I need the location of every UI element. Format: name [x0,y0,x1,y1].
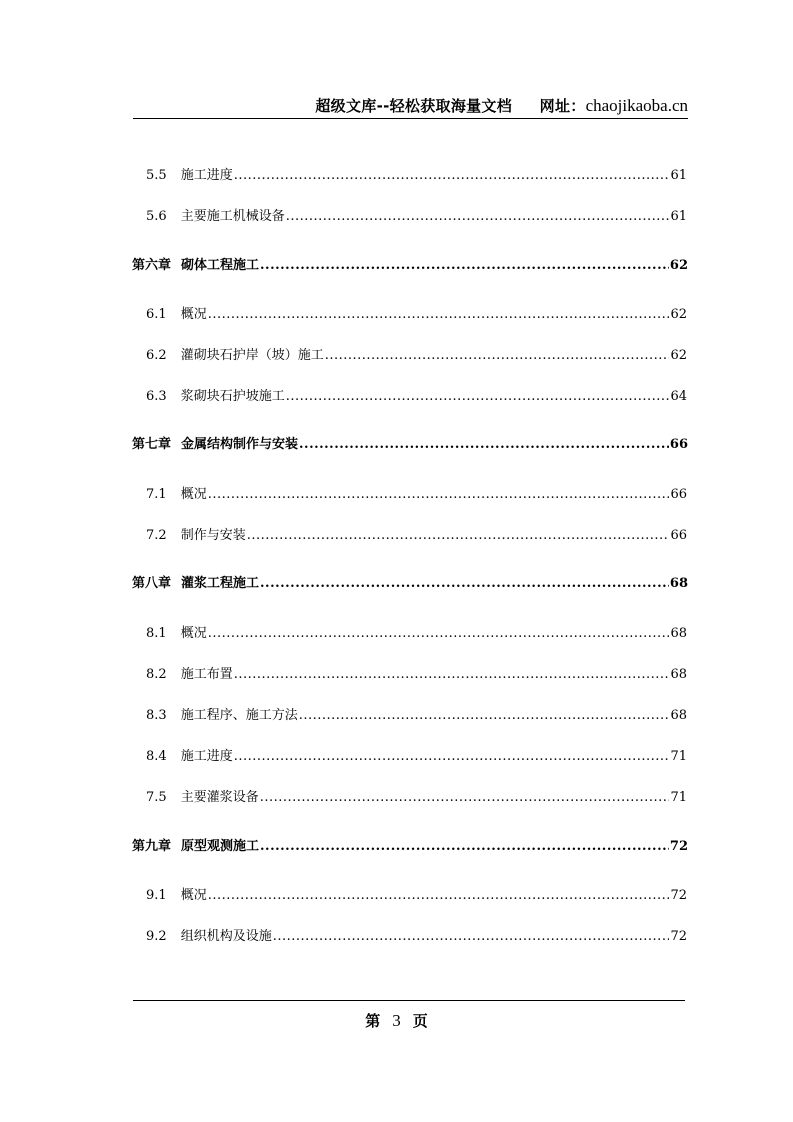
toc-entry-page: 66 [670,528,687,543]
header-url: chaojikaoba.cn [585,96,688,115]
toc-entry-page: 71 [670,790,687,805]
toc-entry-title: 组织机构及设施 [180,929,272,944]
toc-entry-title: 施工进度 [180,749,233,764]
header-site-text: 超级文库--轻松获取海量文档 [315,97,513,115]
toc-leader-dots [260,258,669,273]
toc-entry-number: 8.4 [146,749,167,764]
toc-entry[interactable] [146,745,687,764]
toc-leader-dots [247,528,670,543]
toc-leader-dots [208,487,670,502]
toc-entry-page: 66 [670,487,687,502]
toc-chapter-page: 66 [669,437,688,452]
toc-entry-number: 7.5 [146,790,167,805]
toc-chapter-number: 第六章 [132,258,172,273]
footer-page-number: 3 [392,1011,401,1030]
toc-entry-page: 62 [670,307,687,322]
footer-prefix: 第 [365,1012,381,1030]
toc-entry-title: 概况 [180,487,207,502]
toc-entry[interactable] [146,524,687,543]
toc-entry[interactable] [146,483,687,502]
toc-entry-number: 8.2 [146,667,167,682]
toc-entry-page: 62 [670,348,687,363]
toc-entry[interactable] [146,704,687,723]
toc-entry-title: 施工进度 [180,168,233,183]
page-footer [0,1010,793,1031]
toc-chapter-title: 原型观测施工 [181,839,260,854]
toc-leader-dots [234,667,670,682]
toc-entry[interactable] [146,205,687,224]
toc-leader-dots [208,307,670,322]
toc-leader-dots [299,708,670,723]
toc-chapter-title: 灌浆工程施工 [181,576,260,591]
toc-entry[interactable] [146,344,687,363]
footer-divider [133,1000,685,1001]
toc-entry-page: 68 [670,667,687,682]
toc-leader-dots [208,626,670,641]
toc-entry[interactable] [146,884,687,903]
toc-chapter-entry[interactable] [132,433,688,452]
toc-entry-number: 6.2 [146,348,167,363]
toc-leader-dots [208,888,670,903]
toc-entry[interactable] [146,164,687,183]
toc-entry-title: 概况 [180,626,207,641]
toc-entry-page: 68 [670,708,687,723]
page-header [133,92,688,119]
toc-chapter-entry[interactable] [132,572,688,591]
toc-leader-dots [260,576,669,591]
toc-entry-number: 5.6 [146,209,167,224]
toc-entry-title: 制作与安装 [180,528,246,543]
toc-leader-dots [286,389,670,404]
toc-leader-dots [299,437,669,452]
toc-entry-number: 7.1 [146,487,167,502]
toc-entry-title: 概况 [180,307,207,322]
toc-entry-title: 主要施工机械设备 [180,209,285,224]
toc-chapter-title: 金属结构制作与安装 [181,437,299,452]
toc-entry-page: 61 [670,168,687,183]
toc-entry-title: 主要灌浆设备 [180,790,259,805]
toc-entry-page: 72 [670,929,687,944]
toc-entry[interactable] [146,385,687,404]
toc-entry-number: 9.2 [146,929,167,944]
toc-entry-page: 64 [670,389,687,404]
toc-chapter-page: 72 [669,839,688,854]
toc-leader-dots [260,839,669,854]
toc-entry-title: 概况 [180,888,207,903]
toc-entry-number: 7.2 [146,528,167,543]
toc-leader-dots [234,168,670,183]
toc-leader-dots [273,929,670,944]
toc-leader-dots [286,209,670,224]
toc-entry-number: 5.5 [146,168,167,183]
toc-chapter-entry[interactable] [132,254,688,273]
toc-entry-title: 施工程序、施工方法 [180,708,298,723]
toc-chapter-entry[interactable] [132,835,688,854]
toc-leader-dots [260,790,670,805]
toc-entry[interactable] [146,663,687,682]
toc-chapter-number: 第八章 [132,576,172,591]
toc-chapter-page: 68 [669,576,688,591]
toc-entry[interactable] [146,303,687,322]
toc-chapter-title: 砌体工程施工 [181,258,260,273]
footer-suffix: 页 [412,1012,428,1030]
toc-entry[interactable] [146,622,687,641]
toc-entry-number: 6.1 [146,307,167,322]
toc-entry-number: 6.3 [146,389,167,404]
toc-leader-dots [234,749,670,764]
toc-entry-page: 71 [670,749,687,764]
header-text [315,95,688,116]
toc-chapter-page: 62 [669,258,688,273]
toc-entry-title: 浆砌块石护坡施工 [180,389,285,404]
toc-chapter-number: 第九章 [132,839,172,854]
toc-entry-number: 8.3 [146,708,167,723]
toc-entry-page: 61 [670,209,687,224]
toc-entry-title: 施工布置 [180,667,233,682]
toc-entry-page: 72 [670,888,687,903]
toc-leader-dots [325,348,670,363]
toc-chapter-number: 第七章 [132,437,172,452]
toc-entry[interactable] [146,786,687,805]
toc-entry-number: 8.1 [146,626,167,641]
header-url-label: 网址： [539,97,586,115]
toc-entry-title: 灌砌块石护岸（坡）施工 [180,348,324,363]
toc-entry-number: 9.1 [146,888,167,903]
toc-entry-page: 68 [670,626,687,641]
toc-entry[interactable] [146,925,687,944]
